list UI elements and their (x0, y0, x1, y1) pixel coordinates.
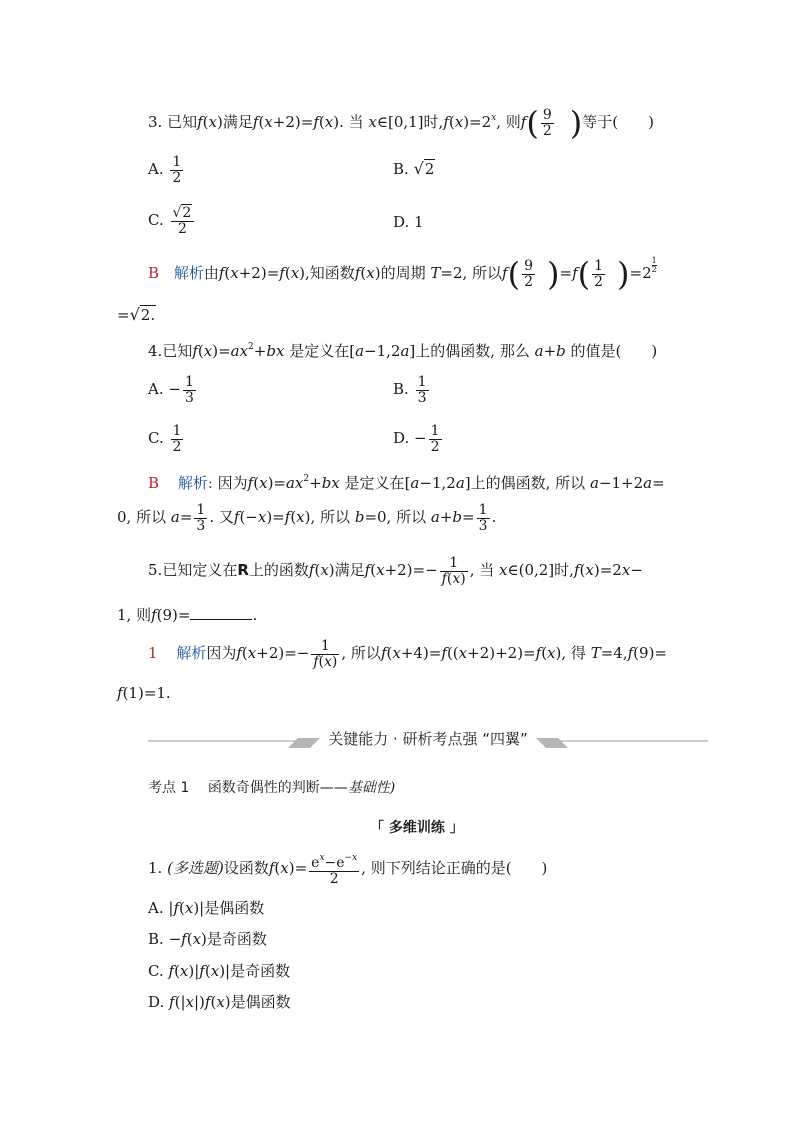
q4-jiexi-label: 解析: (177, 474, 213, 492)
q4-option-d: D. − $\frac{1}{2}$ (393, 422, 440, 455)
p1-option-d: D. f(|x|)f(x)是偶函数 (148, 993, 291, 1011)
kaodian-title: 函数奇偶性的判断—— (207, 780, 348, 796)
q3-option-c: C. $\frac{√2}{2}$ (148, 200, 196, 240)
q5-stem: 5.已知定义在R上的函数f(x)满足f(x+2)=− $\frac{1}{f(x)}$ , 当 x∈(0,2]时,f(x)=2x− (148, 554, 643, 587)
q5-answer-blank (190, 607, 252, 620)
q4-option-b: B. $\frac{1}{3}$ (393, 373, 427, 406)
q3-stem: 3. 已知f(x)满足f(x+2)=f(x). 当 x∈[0,1]时$,f(x)=2^x$, 则f( $\frac{9}{2}$ )等于( ) (148, 104, 654, 142)
p1-option-a: A. |f(x)|是偶函数 (148, 899, 265, 917)
q4-stem: 4.已知$f(x)=ax^2+bx$ 是定义在[a−1,2a]上的偶函数, 那么 a+b 的值是( ) (148, 342, 658, 360)
q5-jiexi-label: 解析 (176, 644, 207, 662)
q5-answer: 1 (148, 644, 158, 662)
q5-solution-end: f(1)=1. (117, 684, 171, 702)
q3-answer: B (148, 264, 160, 282)
kaodian-label: 考点 1 (148, 780, 190, 796)
q3-fraction: $\frac{9}{2}$ (542, 106, 552, 139)
q3-solution-end: =√2. (117, 305, 156, 324)
q3-option-d: D. 1 (393, 213, 424, 231)
p1-option-c: C. f(x)|f(x)|是奇函数 (148, 962, 291, 980)
q3-number: 3. (148, 113, 163, 131)
p1-stem: 1. (多选题)设函数f(x)= $\frac{e^x-e^{-x}}{2}$ , 则下列结论正确的是( ) (148, 853, 548, 887)
q4-solution-line2: 0, 所以 a= $\frac{1}{3}$ . 又f(−x)=f(x), 所以 b=0, 所以 a+b= $\frac{1}{3}$ . (117, 501, 497, 534)
q3-text: 满足 (222, 113, 253, 131)
q3-solution: B 解析由f(x+2)=f(x),知函数f(x)的周期 T=2, 所以f( $\frac{9}{2}$ )=f( $\frac{1}{2}$ )=2 $\frac{1}{2}$ (148, 255, 657, 293)
q3-option-a: A. $\frac{1}{2}$ (148, 153, 182, 186)
q5-stem-line2: 1, 则f(9)= . (117, 606, 258, 624)
section-banner (148, 728, 708, 758)
q3-option-b: B. √2 (393, 159, 435, 178)
q3-text: . 当 (339, 113, 364, 131)
q4-solution: B 解析: 因为$f(x)=ax^2+bx$ 是定义在[a−1,2a]上的偶函数, 所以 a−1+2a= (148, 474, 665, 492)
duowei-heading: 「 多维训练 」 (370, 820, 464, 836)
q4-option-c: C. $\frac{1}{2}$ (148, 422, 182, 455)
q3-text: 等于( ) (582, 113, 654, 131)
q5-solution: 1 解析因为f(x+2)=− $\frac{1}{f(x)}$ , 所以f(x+4)=f((x+2)+2)=f(x), 得 T=4,f(9)= (148, 637, 667, 670)
banner-title: 关键能力 · 研析考点强 “四翼” (328, 730, 528, 748)
kaodian-heading (148, 778, 395, 798)
kaodian-tag: 基础性) (347, 780, 396, 796)
q3-jiexi-label: 解析 (173, 264, 204, 282)
q3-text: 已知 (167, 113, 198, 131)
p1-option-b: B. −f(x)是奇函数 (148, 930, 267, 948)
q3-text: , 则 (496, 113, 521, 131)
q4-answer: B (148, 474, 160, 492)
q3-text: 时, (423, 113, 444, 131)
q4-option-a: A. − $\frac{1}{3}$ (148, 373, 194, 406)
